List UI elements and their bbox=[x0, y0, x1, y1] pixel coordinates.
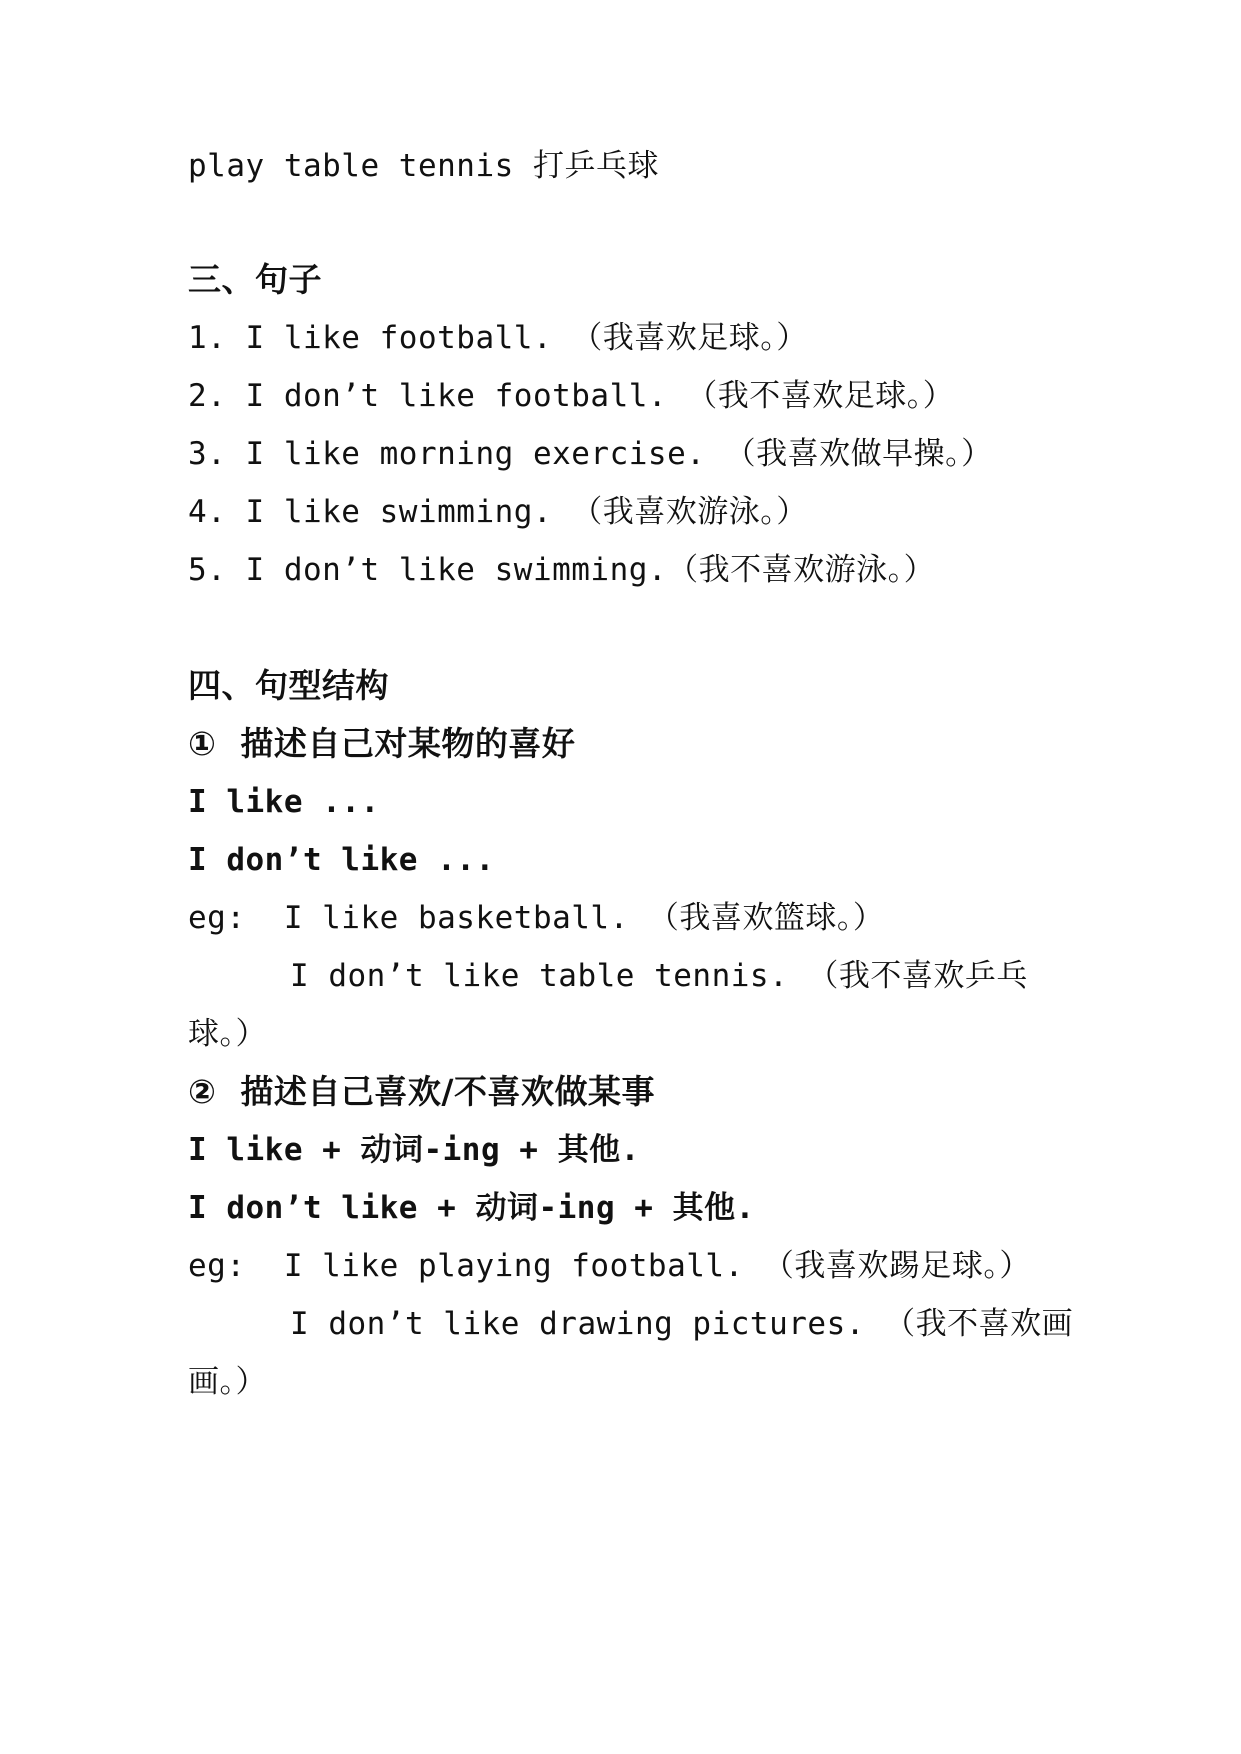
sentence-item: 4. I like swimming. （我喜欢游泳。） bbox=[188, 494, 808, 530]
section-heading-sentences: 三、句子 bbox=[188, 260, 322, 299]
section-heading-patterns: 四、句型结构 bbox=[188, 666, 389, 705]
sentence-item: 1. I like football. （我喜欢足球。） bbox=[188, 320, 808, 356]
example-sentence: eg: I like playing football. （我喜欢踢足球。） bbox=[188, 1248, 1031, 1284]
example-sentence: I don’t like table tennis. （我不喜欢乒乓 bbox=[290, 958, 1028, 994]
pattern-subheading: ② 描述自己喜欢/不喜欢做某事 bbox=[188, 1072, 655, 1111]
example-sentence: I don’t like drawing pictures. （我不喜欢画 bbox=[290, 1306, 1074, 1342]
example-sentence-continued: 画。） bbox=[188, 1364, 267, 1400]
example-sentence: eg: I like basketball. （我喜欢篮球。） bbox=[188, 900, 885, 936]
sentence-item: 2. I don’t like football. （我不喜欢足球。） bbox=[188, 378, 955, 414]
sentence-item: 5. I don’t like swimming.（我不喜欢游泳。） bbox=[188, 552, 936, 588]
sentence-item: 3. I like morning exercise. （我喜欢做早操。） bbox=[188, 436, 993, 472]
pattern-formula: I like + 动词-ing + 其他. bbox=[188, 1132, 640, 1168]
pattern-formula: I like ... bbox=[188, 784, 380, 820]
pattern-formula: I don’t like ... bbox=[188, 842, 495, 878]
vocab-item: play table tennis 打乒乓球 bbox=[188, 148, 659, 184]
pattern-formula: I don’t like + 动词-ing + 其他. bbox=[188, 1190, 755, 1226]
pattern-subheading: ① 描述自己对某物的喜好 bbox=[188, 724, 576, 763]
example-sentence-continued: 球。） bbox=[188, 1016, 267, 1052]
